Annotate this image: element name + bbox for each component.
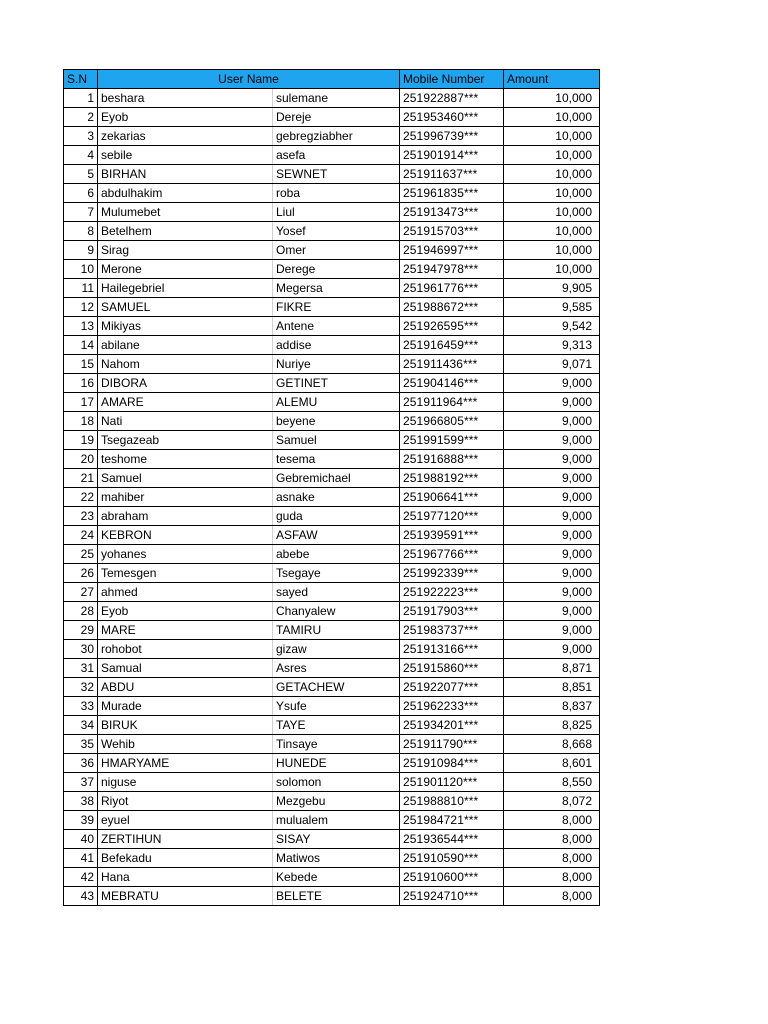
cell-amount: 9,905: [504, 279, 600, 298]
cell-first-name: mahiber: [98, 488, 273, 507]
cell-last-name: addise: [273, 336, 400, 355]
cell-first-name: Nati: [98, 412, 273, 431]
cell-first-name: DIBORA: [98, 374, 273, 393]
cell-sn: 38: [64, 792, 98, 811]
cell-mobile-number: 251913166***: [400, 640, 504, 659]
cell-first-name: yohanes: [98, 545, 273, 564]
cell-amount: 8,000: [504, 830, 600, 849]
cell-mobile-number: 251946997***: [400, 241, 504, 260]
cell-sn: 39: [64, 811, 98, 830]
cell-last-name: Antene: [273, 317, 400, 336]
cell-mobile-number: 251915703***: [400, 222, 504, 241]
cell-last-name: sulemane: [273, 89, 400, 108]
cell-sn: 8: [64, 222, 98, 241]
cell-first-name: Samual: [98, 659, 273, 678]
table-row: [64, 754, 600, 773]
cell-first-name: Sirag: [98, 241, 273, 260]
cell-first-name: ZERTIHUN: [98, 830, 273, 849]
table-row: [64, 526, 600, 545]
cell-first-name: Temesgen: [98, 564, 273, 583]
cell-mobile-number: 251992339***: [400, 564, 504, 583]
table-row: [64, 108, 600, 127]
cell-amount: 8,000: [504, 849, 600, 868]
cell-sn: 25: [64, 545, 98, 564]
table-row: [64, 165, 600, 184]
cell-mobile-number: 251984721***: [400, 811, 504, 830]
cell-sn: 14: [64, 336, 98, 355]
table-row: [64, 469, 600, 488]
cell-amount: 10,000: [504, 241, 600, 260]
cell-first-name: AMARE: [98, 393, 273, 412]
cell-mobile-number: 251996739***: [400, 127, 504, 146]
cell-sn: 1: [64, 89, 98, 108]
cell-first-name: rohobot: [98, 640, 273, 659]
table-row: [64, 830, 600, 849]
table-row: [64, 89, 600, 108]
cell-sn: 31: [64, 659, 98, 678]
cell-sn: 20: [64, 450, 98, 469]
cell-amount: 10,000: [504, 203, 600, 222]
cell-last-name: asnake: [273, 488, 400, 507]
header-amount: Amount: [504, 70, 600, 89]
cell-first-name: Samuel: [98, 469, 273, 488]
cell-last-name: solomon: [273, 773, 400, 792]
table-row: [64, 868, 600, 887]
cell-amount: 9,000: [504, 488, 600, 507]
cell-amount: 9,000: [504, 621, 600, 640]
cell-sn: 35: [64, 735, 98, 754]
cell-amount: 9,313: [504, 336, 600, 355]
cell-last-name: GETINET: [273, 374, 400, 393]
cell-amount: 9,000: [504, 545, 600, 564]
table-row: [64, 773, 600, 792]
user-amount-table: [63, 69, 600, 906]
cell-mobile-number: 251911964***: [400, 393, 504, 412]
cell-mobile-number: 251926595***: [400, 317, 504, 336]
cell-first-name: SAMUEL: [98, 298, 273, 317]
cell-mobile-number: 251922223***: [400, 583, 504, 602]
cell-mobile-number: 251924710***: [400, 887, 504, 906]
cell-mobile-number: 251988192***: [400, 469, 504, 488]
cell-first-name: BIRHAN: [98, 165, 273, 184]
cell-last-name: guda: [273, 507, 400, 526]
cell-amount: 9,000: [504, 393, 600, 412]
table-row: [64, 222, 600, 241]
table-row: [64, 374, 600, 393]
cell-amount: 9,000: [504, 640, 600, 659]
cell-amount: 10,000: [504, 89, 600, 108]
cell-first-name: Murade: [98, 697, 273, 716]
cell-sn: 18: [64, 412, 98, 431]
table-row: [64, 431, 600, 450]
table-row: [64, 659, 600, 678]
cell-last-name: Liul: [273, 203, 400, 222]
cell-mobile-number: 251947978***: [400, 260, 504, 279]
cell-last-name: Ysufe: [273, 697, 400, 716]
cell-sn: 19: [64, 431, 98, 450]
table-row: [64, 621, 600, 640]
table-row: [64, 735, 600, 754]
table-row: [64, 241, 600, 260]
table-row: [64, 298, 600, 317]
cell-last-name: roba: [273, 184, 400, 203]
cell-amount: 8,000: [504, 811, 600, 830]
header-mobile-number: Mobile Number: [400, 70, 504, 89]
cell-first-name: sebile: [98, 146, 273, 165]
cell-mobile-number: 251988810***: [400, 792, 504, 811]
cell-mobile-number: 251904146***: [400, 374, 504, 393]
table-row: [64, 488, 600, 507]
cell-last-name: FIKRE: [273, 298, 400, 317]
cell-last-name: Tinsaye: [273, 735, 400, 754]
table-row: [64, 184, 600, 203]
cell-amount: 8,871: [504, 659, 600, 678]
cell-sn: 33: [64, 697, 98, 716]
cell-mobile-number: 251906641***: [400, 488, 504, 507]
cell-last-name: Samuel: [273, 431, 400, 450]
cell-last-name: abebe: [273, 545, 400, 564]
cell-sn: 22: [64, 488, 98, 507]
cell-first-name: Eyob: [98, 108, 273, 127]
cell-last-name: gizaw: [273, 640, 400, 659]
table-body: [64, 89, 600, 906]
cell-last-name: Tsegaye: [273, 564, 400, 583]
table-row: [64, 792, 600, 811]
cell-first-name: MEBRATU: [98, 887, 273, 906]
cell-amount: 9,000: [504, 431, 600, 450]
table-row: [64, 564, 600, 583]
cell-sn: 17: [64, 393, 98, 412]
cell-sn: 30: [64, 640, 98, 659]
cell-first-name: beshara: [98, 89, 273, 108]
cell-mobile-number: 251991599***: [400, 431, 504, 450]
cell-amount: 8,825: [504, 716, 600, 735]
cell-sn: 27: [64, 583, 98, 602]
cell-mobile-number: 251913473***: [400, 203, 504, 222]
cell-sn: 41: [64, 849, 98, 868]
cell-first-name: MARE: [98, 621, 273, 640]
cell-mobile-number: 251977120***: [400, 507, 504, 526]
cell-first-name: teshome: [98, 450, 273, 469]
cell-last-name: tesema: [273, 450, 400, 469]
cell-first-name: Hana: [98, 868, 273, 887]
cell-amount: 10,000: [504, 260, 600, 279]
cell-amount: 8,837: [504, 697, 600, 716]
cell-last-name: ALEMU: [273, 393, 400, 412]
cell-first-name: KEBRON: [98, 526, 273, 545]
cell-mobile-number: 251922077***: [400, 678, 504, 697]
cell-last-name: TAYE: [273, 716, 400, 735]
cell-last-name: Matiwos: [273, 849, 400, 868]
cell-last-name: Derege: [273, 260, 400, 279]
cell-first-name: Befekadu: [98, 849, 273, 868]
cell-mobile-number: 251901914***: [400, 146, 504, 165]
cell-mobile-number: 251915860***: [400, 659, 504, 678]
cell-last-name: Kebede: [273, 868, 400, 887]
table-row: [64, 640, 600, 659]
cell-mobile-number: 251983737***: [400, 621, 504, 640]
cell-amount: 8,000: [504, 887, 600, 906]
cell-last-name: Nuriye: [273, 355, 400, 374]
cell-sn: 6: [64, 184, 98, 203]
table-row: [64, 336, 600, 355]
cell-mobile-number: 251939591***: [400, 526, 504, 545]
cell-mobile-number: 251911637***: [400, 165, 504, 184]
cell-amount: 8,601: [504, 754, 600, 773]
cell-amount: 10,000: [504, 165, 600, 184]
cell-sn: 3: [64, 127, 98, 146]
cell-sn: 21: [64, 469, 98, 488]
cell-first-name: abdulhakim: [98, 184, 273, 203]
cell-last-name: Dereje: [273, 108, 400, 127]
cell-amount: 10,000: [504, 222, 600, 241]
cell-sn: 28: [64, 602, 98, 621]
cell-last-name: asefa: [273, 146, 400, 165]
cell-first-name: Merone: [98, 260, 273, 279]
table-row: [64, 697, 600, 716]
cell-last-name: Asres: [273, 659, 400, 678]
cell-last-name: Mezgebu: [273, 792, 400, 811]
cell-amount: 8,668: [504, 735, 600, 754]
cell-amount: 9,000: [504, 469, 600, 488]
cell-sn: 43: [64, 887, 98, 906]
cell-mobile-number: 251988672***: [400, 298, 504, 317]
header-sn: S.N: [64, 70, 98, 89]
cell-amount: 9,585: [504, 298, 600, 317]
cell-mobile-number: 251967766***: [400, 545, 504, 564]
cell-first-name: BIRUK: [98, 716, 273, 735]
table-row: [64, 355, 600, 374]
cell-first-name: eyuel: [98, 811, 273, 830]
table-row: [64, 127, 600, 146]
cell-sn: 12: [64, 298, 98, 317]
cell-sn: 10: [64, 260, 98, 279]
cell-amount: 8,851: [504, 678, 600, 697]
cell-amount: 9,000: [504, 412, 600, 431]
cell-amount: 9,000: [504, 507, 600, 526]
cell-mobile-number: 251966805***: [400, 412, 504, 431]
cell-mobile-number: 251901120***: [400, 773, 504, 792]
cell-mobile-number: 251962233***: [400, 697, 504, 716]
cell-mobile-number: 251934201***: [400, 716, 504, 735]
cell-last-name: ASFAW: [273, 526, 400, 545]
table-row: [64, 450, 600, 469]
cell-sn: 7: [64, 203, 98, 222]
cell-mobile-number: 251916459***: [400, 336, 504, 355]
cell-amount: 10,000: [504, 127, 600, 146]
cell-first-name: Mulumebet: [98, 203, 273, 222]
cell-sn: 24: [64, 526, 98, 545]
cell-amount: 9,000: [504, 526, 600, 545]
cell-first-name: Betelhem: [98, 222, 273, 241]
cell-amount: 8,000: [504, 868, 600, 887]
cell-amount: 9,000: [504, 602, 600, 621]
cell-mobile-number: 251911436***: [400, 355, 504, 374]
cell-sn: 15: [64, 355, 98, 374]
cell-amount: 9,071: [504, 355, 600, 374]
table-row: [64, 203, 600, 222]
cell-first-name: HMARYAME: [98, 754, 273, 773]
cell-amount: 9,000: [504, 583, 600, 602]
table-row: [64, 393, 600, 412]
cell-mobile-number: 251961835***: [400, 184, 504, 203]
cell-sn: 40: [64, 830, 98, 849]
table-row: [64, 507, 600, 526]
cell-amount: 10,000: [504, 146, 600, 165]
cell-mobile-number: 251916888***: [400, 450, 504, 469]
cell-first-name: Nahom: [98, 355, 273, 374]
cell-first-name: zekarias: [98, 127, 273, 146]
cell-amount: 8,550: [504, 773, 600, 792]
cell-amount: 9,000: [504, 564, 600, 583]
table-row: [64, 716, 600, 735]
cell-sn: 2: [64, 108, 98, 127]
table-row: [64, 146, 600, 165]
cell-first-name: Eyob: [98, 602, 273, 621]
cell-sn: 29: [64, 621, 98, 640]
cell-first-name: niguse: [98, 773, 273, 792]
cell-last-name: Megersa: [273, 279, 400, 298]
table-row: [64, 849, 600, 868]
cell-mobile-number: 251936544***: [400, 830, 504, 849]
cell-sn: 11: [64, 279, 98, 298]
cell-mobile-number: 251910600***: [400, 868, 504, 887]
table-header-row: [64, 70, 600, 89]
table-row: [64, 279, 600, 298]
cell-first-name: Mikiyas: [98, 317, 273, 336]
cell-sn: 5: [64, 165, 98, 184]
table-row: [64, 545, 600, 564]
cell-amount: 9,542: [504, 317, 600, 336]
table-row: [64, 260, 600, 279]
cell-sn: 36: [64, 754, 98, 773]
cell-amount: 8,072: [504, 792, 600, 811]
cell-sn: 4: [64, 146, 98, 165]
cell-first-name: ahmed: [98, 583, 273, 602]
cell-sn: 34: [64, 716, 98, 735]
cell-last-name: Chanyalew: [273, 602, 400, 621]
cell-sn: 32: [64, 678, 98, 697]
table-row: [64, 583, 600, 602]
cell-amount: 10,000: [504, 184, 600, 203]
cell-last-name: GETACHEW: [273, 678, 400, 697]
table-row: [64, 811, 600, 830]
cell-mobile-number: 251953460***: [400, 108, 504, 127]
cell-amount: 10,000: [504, 108, 600, 127]
cell-sn: 26: [64, 564, 98, 583]
cell-last-name: TAMIRU: [273, 621, 400, 640]
cell-first-name: Tsegazeab: [98, 431, 273, 450]
cell-last-name: HUNEDE: [273, 754, 400, 773]
cell-last-name: BELETE: [273, 887, 400, 906]
cell-last-name: SEWNET: [273, 165, 400, 184]
cell-mobile-number: 251922887***: [400, 89, 504, 108]
cell-last-name: gebregziabher: [273, 127, 400, 146]
cell-first-name: abraham: [98, 507, 273, 526]
cell-mobile-number: 251910984***: [400, 754, 504, 773]
cell-sn: 13: [64, 317, 98, 336]
cell-last-name: sayed: [273, 583, 400, 602]
cell-last-name: mulualem: [273, 811, 400, 830]
cell-amount: 9,000: [504, 374, 600, 393]
cell-last-name: SISAY: [273, 830, 400, 849]
cell-last-name: Omer: [273, 241, 400, 260]
cell-mobile-number: 251911790***: [400, 735, 504, 754]
cell-last-name: beyene: [273, 412, 400, 431]
cell-first-name: Riyot: [98, 792, 273, 811]
table-row: [64, 678, 600, 697]
cell-last-name: Yosef: [273, 222, 400, 241]
table-row: [64, 887, 600, 906]
cell-mobile-number: 251961776***: [400, 279, 504, 298]
cell-mobile-number: 251917903***: [400, 602, 504, 621]
cell-amount: 9,000: [504, 450, 600, 469]
cell-sn: 23: [64, 507, 98, 526]
cell-first-name: abilane: [98, 336, 273, 355]
table-row: [64, 412, 600, 431]
cell-sn: 37: [64, 773, 98, 792]
cell-last-name: Gebremichael: [273, 469, 400, 488]
header-user-name: User Name: [98, 70, 400, 89]
table-row: [64, 602, 600, 621]
cell-first-name: Hailegebriel: [98, 279, 273, 298]
cell-sn: 16: [64, 374, 98, 393]
cell-mobile-number: 251910590***: [400, 849, 504, 868]
cell-first-name: Wehib: [98, 735, 273, 754]
cell-sn: 9: [64, 241, 98, 260]
cell-sn: 42: [64, 868, 98, 887]
cell-first-name: ABDU: [98, 678, 273, 697]
table-row: [64, 317, 600, 336]
